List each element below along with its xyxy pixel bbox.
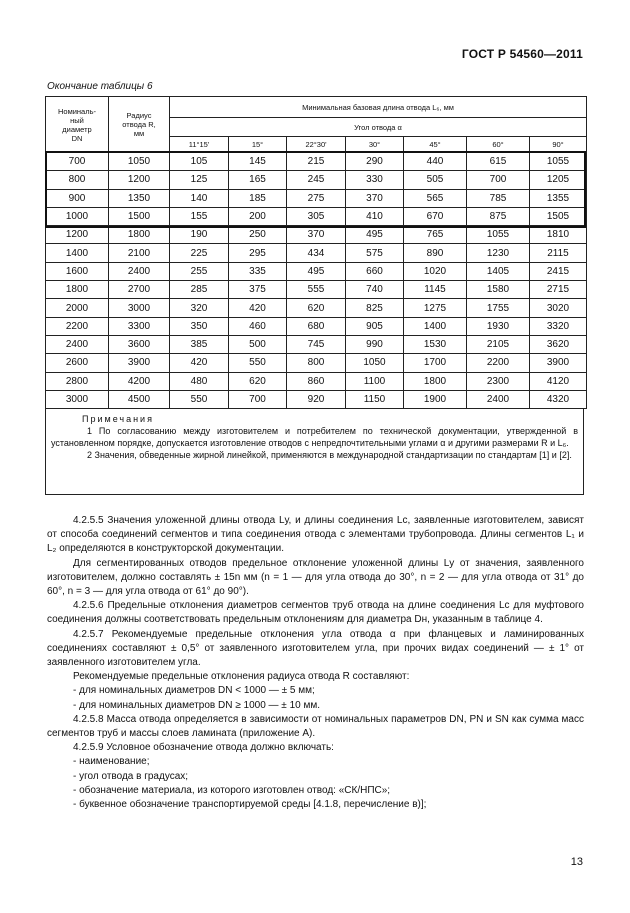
table-cell: 1400: [46, 244, 109, 262]
table-cell: 410: [346, 207, 404, 225]
table-cell: 550: [170, 390, 229, 408]
table-row: [46, 207, 587, 225]
page-number: 13: [570, 856, 583, 868]
table-cell: 1230: [467, 244, 530, 262]
table-cell: 990: [346, 335, 404, 353]
table-row: [46, 226, 587, 244]
table-cell: 700: [46, 153, 109, 171]
table-cell: 890: [404, 244, 467, 262]
table-cell: 250: [229, 226, 287, 244]
table-cell: 290: [346, 153, 404, 171]
table-cell: 225: [170, 244, 229, 262]
table-cell: 700: [229, 390, 287, 408]
table-cell: 620: [287, 299, 346, 317]
table-cell: 495: [287, 262, 346, 280]
table-cell: 200: [229, 207, 287, 225]
table-cell: 4500: [109, 390, 170, 408]
table-row: [46, 299, 587, 317]
table-cell: 800: [46, 171, 109, 189]
table-cell: 1020: [404, 262, 467, 280]
table-body: [46, 153, 587, 409]
list-item: - обозначение материала, из которого изготовлен отвод: «СК/НПС»;: [73, 784, 391, 796]
table-cell: 370: [346, 189, 404, 207]
table-cell: 275: [287, 189, 346, 207]
table-cell: 1800: [404, 372, 467, 390]
table-cell: 1055: [530, 153, 587, 171]
paragraph: 4.2.5.9 Условное обозначение отвода должно включать:: [73, 742, 334, 754]
list-item: - для номинальных диаметров DN ≥ 1000 — ± 10 мм.: [73, 699, 321, 711]
table-cell: 670: [404, 207, 467, 225]
table-cell: 615: [467, 153, 530, 171]
table-cell: 1810: [530, 226, 587, 244]
table-cell: 1050: [346, 354, 404, 372]
table-cell: 350: [170, 317, 229, 335]
table-row: [46, 281, 587, 299]
table-caption: Окончание таблицы 6: [47, 81, 153, 92]
angle-header-cell: 45°: [404, 137, 467, 153]
table-cell: 295: [229, 244, 287, 262]
table-cell: 370: [287, 226, 346, 244]
table-cell: 434: [287, 244, 346, 262]
header-radius: Радиус отвода R, мм: [109, 97, 170, 153]
paragraph: Рекомендуемые предельные отклонения радиуса отвода R составляют:: [73, 671, 410, 683]
table-cell: 330: [346, 171, 404, 189]
table-cell: 825: [346, 299, 404, 317]
paragraph: 4.2.5.6 Предельные отклонения диаметров сегментов труб отвода на длине соединения Lс для муфтового соединения должны соответствовать предельным отклонениям для диаметра Dн, указанным в таблице 4.: [47, 600, 584, 626]
table-cell: 1505: [530, 207, 587, 225]
table-cell: 420: [229, 299, 287, 317]
table-cell: 335: [229, 262, 287, 280]
table-cell: 245: [287, 171, 346, 189]
table-cell: 875: [467, 207, 530, 225]
angle-header-cell: 30°: [346, 137, 404, 153]
header-angle: Угол отвода α: [170, 118, 587, 137]
table-cell: 2715: [530, 281, 587, 299]
table-cell: 285: [170, 281, 229, 299]
table-cell: 2400: [109, 262, 170, 280]
bend-length-table: [45, 96, 587, 409]
table-cell: 860: [287, 372, 346, 390]
table-cell: 905: [346, 317, 404, 335]
table-cell: 495: [346, 226, 404, 244]
table-cell: 1700: [404, 354, 467, 372]
table-cell: 305: [287, 207, 346, 225]
table-notes: [45, 409, 584, 495]
table-cell: 3000: [109, 299, 170, 317]
table-cell: 1200: [109, 171, 170, 189]
table-row: [46, 335, 587, 353]
header-dn: Номиналь- ный диаметр DN: [46, 97, 109, 153]
table-cell: 155: [170, 207, 229, 225]
table-cell: 140: [170, 189, 229, 207]
table-cell: 900: [46, 189, 109, 207]
paragraph: Для сегментированных отводов предельное отклонение уложенной длины Lу от значения, заявленного изготовителем, должно составлять ± 15n мм (n = 1 — для угла отвода до 30°, n = 2 — для угла отвода от 31° до 60°, n = 3 — для угла отвода от 61° до 90°).: [47, 557, 584, 598]
table-cell: 785: [467, 189, 530, 207]
table-cell: 2200: [467, 354, 530, 372]
table-cell: 800: [287, 354, 346, 372]
table-row: [46, 189, 587, 207]
table-cell: 440: [404, 153, 467, 171]
table-cell: 2700: [109, 281, 170, 299]
table-row: [46, 372, 587, 390]
table-cell: 3900: [530, 354, 587, 372]
angle-header-cell: 60°: [467, 137, 530, 153]
table-cell: 2115: [530, 244, 587, 262]
table-cell: 1055: [467, 226, 530, 244]
table-cell: 420: [170, 354, 229, 372]
table-cell: 1275: [404, 299, 467, 317]
table-row: [46, 153, 587, 171]
table-cell: 1200: [46, 226, 109, 244]
notes-title: Примечания: [82, 414, 154, 425]
table-cell: 3620: [530, 335, 587, 353]
table-container: [45, 96, 586, 495]
table-cell: 165: [229, 171, 287, 189]
table-cell: 3020: [530, 299, 587, 317]
table-cell: 1350: [109, 189, 170, 207]
table-cell: 3300: [109, 317, 170, 335]
table-cell: 185: [229, 189, 287, 207]
table-cell: 555: [287, 281, 346, 299]
body-text: [47, 514, 584, 812]
table-cell: 1600: [46, 262, 109, 280]
table-cell: 2400: [46, 335, 109, 353]
angle-header-cell: 11°15': [170, 137, 229, 153]
table-cell: 215: [287, 153, 346, 171]
table-cell: 500: [229, 335, 287, 353]
table-cell: 745: [287, 335, 346, 353]
table-cell: 575: [346, 244, 404, 262]
table-cell: 1000: [46, 207, 109, 225]
table-cell: 1100: [346, 372, 404, 390]
table-cell: 190: [170, 226, 229, 244]
table-cell: 2105: [467, 335, 530, 353]
table-cell: 2000: [46, 299, 109, 317]
table-cell: 1580: [467, 281, 530, 299]
table-row: [46, 171, 587, 189]
table-cell: 2100: [109, 244, 170, 262]
table-cell: 660: [346, 262, 404, 280]
table-cell: 2200: [46, 317, 109, 335]
table-cell: 505: [404, 171, 467, 189]
table-cell: 1150: [346, 390, 404, 408]
angle-header-cell: 22°30': [287, 137, 346, 153]
paragraph: 4.2.5.7 Рекомендуемые предельные отклонения угла отвода α при фланцевых и ламинированных соединениях составляют ± 0,5° от заявленного изготовителем угла, при прочих видах соединений — ± 1° от заявленного изготовителем угла.: [47, 628, 584, 669]
table-cell: 460: [229, 317, 287, 335]
table-cell: 700: [467, 171, 530, 189]
table-cell: 2400: [467, 390, 530, 408]
table-cell: 1900: [404, 390, 467, 408]
table-cell: 550: [229, 354, 287, 372]
paragraph: 4.2.5.5 Значения уложенной длины отвода Lу, и длины соединения Lс, заявленные изготовителем, зависят от способа соединений сегментов и типа соединения отвода с элементами трубопровода. Длины сегментов L₁ и L₂ определяются в конструкторской документации.: [47, 515, 584, 555]
table-cell: 1930: [467, 317, 530, 335]
table-cell: 1355: [530, 189, 587, 207]
table-row: [46, 317, 587, 335]
table-cell: 4320: [530, 390, 587, 408]
table-cell: 1400: [404, 317, 467, 335]
table-cell: 920: [287, 390, 346, 408]
header-min-length: Минимальная базовая длина отвода L₆, мм: [170, 97, 587, 118]
table-row: [46, 390, 587, 408]
table-cell: 565: [404, 189, 467, 207]
table-cell: 1530: [404, 335, 467, 353]
table-cell: 385: [170, 335, 229, 353]
table-cell: 375: [229, 281, 287, 299]
table-cell: 1755: [467, 299, 530, 317]
table-cell: 740: [346, 281, 404, 299]
list-item: - наименование;: [73, 756, 150, 768]
paragraph: 4.2.5.8 Масса отвода определяется в зависимости от номинальных параметров DN, PN и SN как сумма масс сегментов труб и массы слоев ламината (приложение А).: [47, 713, 584, 740]
table-cell: 1205: [530, 171, 587, 189]
table-cell: 3900: [109, 354, 170, 372]
table-cell: 1050: [109, 153, 170, 171]
table-cell: 320: [170, 299, 229, 317]
table-row: [46, 244, 587, 262]
table-cell: 4120: [530, 372, 587, 390]
angle-header-cell: 90°: [530, 137, 587, 153]
table-cell: 620: [229, 372, 287, 390]
table-row: [46, 262, 587, 280]
table-cell: 1800: [109, 226, 170, 244]
list-item: - для номинальных диаметров DN < 1000 — ± 5 мм;: [73, 685, 315, 697]
table-cell: 680: [287, 317, 346, 335]
table-cell: 765: [404, 226, 467, 244]
list-item: - буквенное обозначение транспортируемой среды [4.1.8, перечисление в)];: [73, 799, 427, 811]
table-cell: 1405: [467, 262, 530, 280]
table-cell: 4200: [109, 372, 170, 390]
note-2: 2 Значения, обведенные жирной линейкой, применяются в международной стандартизации по стандартам [1] и [2].: [87, 450, 572, 461]
table-cell: 105: [170, 153, 229, 171]
list-item: - угол отвода в градусах;: [73, 770, 189, 782]
table-cell: 145: [229, 153, 287, 171]
standard-header: ГОСТ Р 54560—2011: [461, 47, 583, 61]
note-1: 1 По согласованию между изготовителем и потребителем по технической документации, утвержденной в установленном порядке, допускается изготовление отводов с непредпочтительными углами α и другими размерами R и L₆.: [51, 426, 578, 449]
table-cell: 2800: [46, 372, 109, 390]
table-cell: 255: [170, 262, 229, 280]
table-cell: 125: [170, 171, 229, 189]
table-cell: 1500: [109, 207, 170, 225]
table-cell: 3320: [530, 317, 587, 335]
table-cell: 480: [170, 372, 229, 390]
table-cell: 2600: [46, 354, 109, 372]
table-cell: 1800: [46, 281, 109, 299]
angle-header-cell: 15°: [229, 137, 287, 153]
table-cell: 2300: [467, 372, 530, 390]
table-cell: 3000: [46, 390, 109, 408]
table-row: [46, 354, 587, 372]
table-cell: 1145: [404, 281, 467, 299]
table-cell: 3600: [109, 335, 170, 353]
table-cell: 2415: [530, 262, 587, 280]
